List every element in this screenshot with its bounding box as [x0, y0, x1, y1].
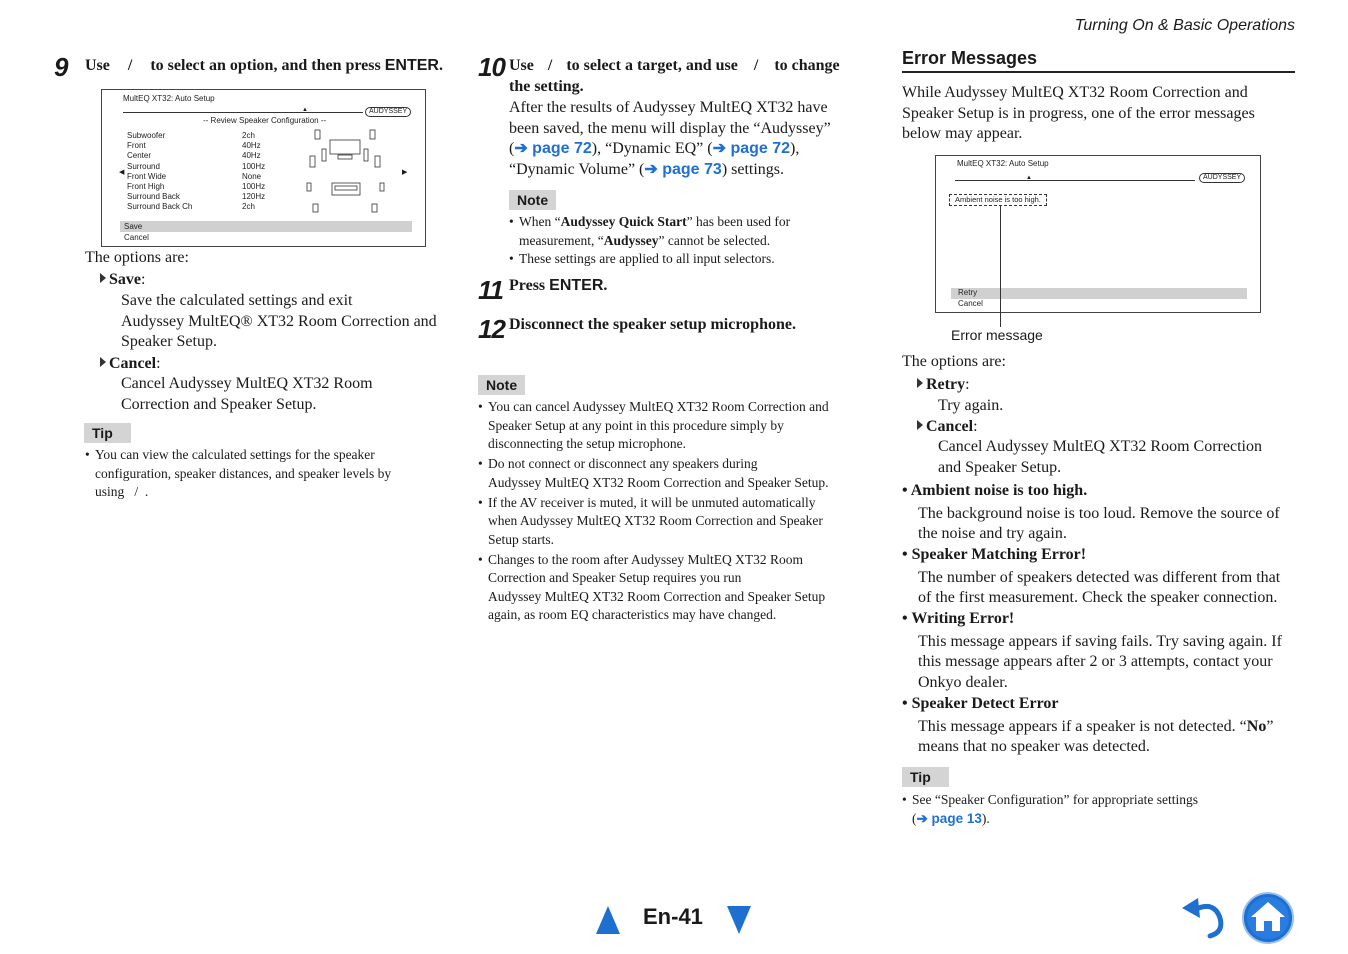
option-save-desc: [121, 291, 437, 353]
note-2-bullet: [478, 398, 870, 454]
note-1-b1-line-2: [519, 232, 869, 251]
col3-options-intro: The options are:: [902, 353, 1006, 370]
progress-line-2: [955, 180, 1195, 181]
save-desc-2: Audyssey MultEQ® XT32 Room Correction and: [121, 312, 437, 330]
option-retry-label: Retry: [926, 376, 966, 393]
speaker-row-value: 100Hz: [242, 182, 266, 191]
step-9-dot: .: [438, 57, 443, 74]
home-icon[interactable]: [1241, 891, 1295, 945]
n1-l2-bold: Audyssey: [603, 232, 659, 248]
note-2-line: disconnecting the setup microphone.: [488, 436, 686, 451]
bullet-dot: •: [509, 214, 514, 229]
bullet-dot: •: [478, 494, 483, 510]
back-return-icon[interactable]: [1180, 896, 1230, 940]
n1-post: ” has been used for: [686, 214, 791, 229]
para-l4-open: “Dynamic Volume” (: [509, 160, 645, 178]
intro-line-1: While Audyssey MultEQ XT32 Room Correction and: [902, 84, 1248, 101]
step-11-press: Press: [509, 277, 546, 294]
speaker-row-name: Front Wide: [127, 171, 167, 181]
tip-1-line-1: You can view the calculated settings for the speaker: [95, 447, 375, 462]
surround-back-left-icon: [313, 204, 318, 212]
note-2-bullet: [478, 551, 870, 625]
menu-highlight-2: [951, 288, 1247, 299]
error-4-title: • Speaker Detect Error: [902, 695, 1059, 712]
step-10-body: to select a target, and use: [566, 57, 738, 74]
step-12-number: 12: [478, 314, 505, 344]
error-screen: [935, 155, 1261, 313]
col1-options-intro: The options are:: [85, 249, 189, 266]
step-9-use: Use: [85, 57, 110, 74]
speaker-row-value: 120Hz: [242, 192, 266, 202]
error-2: [902, 545, 1297, 609]
bullet-dot: •: [902, 792, 907, 807]
speaker-row-value: 40Hz: [242, 141, 261, 151]
menu-cancel[interactable]: Cancel: [124, 233, 149, 242]
error-4-title-text: Speaker Detect Error: [911, 695, 1059, 712]
option-retry: [917, 375, 970, 396]
option-save: [100, 270, 145, 291]
bullet-dot: •: [478, 456, 483, 471]
para-line-1: After the results of Audyssey MultEQ XT32 have: [509, 99, 828, 116]
cancel-desc-2: Correction and Speaker Setup.: [121, 395, 317, 413]
triangle-icon: [917, 420, 923, 430]
step-11-dot: .: [603, 277, 608, 294]
title-underline: [902, 71, 1295, 73]
triangle-icon: [100, 273, 106, 283]
option-cancel-2-label: Cancel: [926, 418, 974, 435]
error-3-line-3: Onkyo dealer.: [918, 673, 1008, 691]
option-cancel-2: [917, 417, 978, 438]
note-2-line: Audyssey MultEQ XT32 Room Correction and Speaker Setup.: [488, 474, 829, 490]
error-1-line-2: the noise and try again.: [918, 525, 1067, 542]
link-page-72-audyssey[interactable]: ➔ page 72: [514, 140, 592, 157]
speaker-row-name: Center: [127, 151, 152, 161]
step-11-text: [509, 276, 607, 297]
callout-label: Error message: [951, 327, 1043, 343]
cancel-2-desc-1: Cancel Audyssey MultEQ XT32 Room Correction: [938, 438, 1262, 455]
step-9-number: 9: [54, 52, 68, 82]
screen-subtitle: -- Review Speaker Configuration --: [203, 116, 327, 125]
progress-marker-2: ▲: [1026, 175, 1032, 181]
step-10-sep-1: /: [547, 57, 553, 74]
front-wide-right-icon: [375, 156, 380, 167]
left-arrow[interactable]: ◀: [119, 169, 125, 176]
step-11-key: ENTER: [549, 277, 604, 294]
tip-1-line-2: configuration, speaker distances, and speaker levels by: [95, 465, 392, 481]
front-left-speaker-icon: [315, 130, 320, 139]
note-2-line: You can cancel Audyssey MultEQ XT32 Room Correction and: [488, 399, 829, 414]
speaker-layout-diagram: [300, 128, 396, 214]
front-right-speaker-icon: [370, 130, 375, 139]
error-1-line-1: The background noise is too loud. Remove the source of: [918, 504, 1280, 522]
audyssey-badge-2: AUDYSSEY: [1199, 173, 1245, 183]
e4-bold: No: [1246, 717, 1267, 735]
error-1: [902, 481, 1297, 545]
cancel-desc-1: Cancel Audyssey MultEQ XT32 Room: [121, 375, 373, 392]
speaker-row-value: 2ch: [242, 202, 255, 212]
option-cancel-colon: :: [156, 355, 161, 372]
note-2-line: Speaker Setup at any point in this procedure simply by: [488, 417, 784, 433]
tv-icon: [330, 140, 360, 154]
note-2-bullet: [478, 494, 870, 550]
speaker-config-screen: [101, 89, 426, 247]
para-l3-mid: ), “Dynamic EQ” (: [591, 140, 713, 157]
page-number: En-41: [643, 904, 703, 929]
callout-line: [1000, 205, 1001, 327]
step-10-sep-2: /: [753, 57, 759, 74]
option-save-colon: :: [141, 271, 146, 288]
step-10-line-2: the setting.: [509, 77, 584, 95]
error-4: [902, 694, 1297, 758]
error-2-title-text: Speaker Matching Error!: [911, 546, 1087, 563]
menu-cancel-2[interactable]: Cancel: [958, 299, 983, 308]
option-cancel: [100, 354, 161, 375]
n1-bold: Audyssey Quick Start: [560, 214, 687, 229]
note-2-line: Correction and Speaker Setup requires you run: [488, 570, 742, 585]
option-retry-desc: Try again.: [938, 397, 1004, 414]
error-2-line-2: of the first measurement. Check the speaker connection.: [918, 589, 1278, 606]
tip-1-line-3: using / .: [95, 484, 149, 499]
para-l4-close: ) settings.: [721, 160, 785, 178]
screen-2-title: MultEQ XT32: Auto Setup: [957, 159, 1049, 168]
error-4-line-1: [918, 717, 1297, 738]
error-text-box: Ambient noise is too high.: [949, 194, 1047, 206]
step-10-text: [509, 56, 869, 97]
error-3-title-text: Writing Error!: [911, 610, 1015, 627]
n1-pre: When “: [519, 214, 561, 229]
audyssey-badge: AUDYSSEY: [365, 107, 411, 117]
note-1-bullet-1: [509, 213, 869, 250]
error-4-line-2: means that no speaker was detected.: [918, 738, 1150, 755]
e4-pre: This message appears if a speaker is not detected. “: [918, 717, 1247, 735]
tip-label-2: Tip: [902, 767, 949, 787]
speaker-row-name: Surround: [127, 161, 160, 171]
error-1-title-text: Ambient noise is too high.: [910, 482, 1088, 499]
tip-2-open: (: [912, 810, 917, 826]
speaker-row-value: 40Hz: [242, 151, 261, 161]
tip-2-line-1: See “Speaker Configuration” for appropriate settings: [912, 792, 1199, 807]
step-12-text: Disconnect the speaker setup microphone.: [509, 316, 796, 333]
speaker-row-value: 2ch: [242, 131, 255, 140]
speaker-row-value: 100Hz: [242, 161, 266, 171]
save-desc-3: Speaker Setup.: [121, 333, 217, 350]
speaker-row-name: Surround Back: [127, 192, 180, 202]
speaker-row-name: Surround Back Ch: [127, 202, 193, 212]
note-2-line: Audyssey MultEQ XT32 Room Correction and Speaker Setup: [488, 588, 826, 604]
note-2-bullet: [478, 455, 870, 492]
note-2-line: Setup starts.: [488, 531, 554, 547]
e4-post: ”: [1266, 717, 1274, 735]
menu-save[interactable]: Save: [124, 222, 143, 231]
option-cancel-label: Cancel: [109, 355, 157, 372]
option-retry-colon: :: [965, 376, 970, 393]
error-2-line-1: The number of speakers detected was different from that: [918, 568, 1281, 586]
step-10-use: Use: [509, 57, 534, 74]
note-label-2: Note: [478, 375, 525, 395]
tip-2-bullet: [902, 791, 1297, 828]
note-label-1: Note: [509, 190, 556, 210]
surround-back-right-icon: [372, 204, 377, 212]
cancel-2-desc-2: and Speaker Setup.: [938, 458, 1062, 476]
tip-2-line-2: [912, 810, 1297, 829]
bullet-dot: •: [85, 447, 90, 462]
progress-line: [123, 112, 363, 113]
step-10-paragraph: [509, 98, 869, 180]
tip-label-1: Tip: [84, 423, 131, 443]
speaker-row-name: Front High: [127, 182, 165, 191]
error-3-desc: [918, 632, 1297, 694]
option-save-label: Save: [109, 271, 141, 288]
intro-line-2: Speaker Setup is in progress, one of the error messages: [902, 104, 1255, 122]
error-2-title: • Speaker Matching Error!: [902, 546, 1087, 563]
note-1-bullet-2: [509, 250, 869, 269]
para-l3-open: (: [509, 140, 515, 157]
note-2-line: Changes to the room after Audyssey MultEQ XT32 Room: [488, 551, 803, 567]
error-messages-title: Error Messages: [902, 48, 1038, 68]
save-desc-1: Save the calculated settings and exit: [121, 292, 353, 309]
para-line-3: [509, 139, 869, 160]
error-1-title: • Ambient noise is too high.: [902, 482, 1088, 499]
front-wide-left-icon: [310, 156, 315, 167]
surround-right-icon: [380, 183, 384, 191]
n1-l2-pre: measurement, “: [519, 232, 604, 248]
bullet-dot: •: [509, 251, 514, 266]
link-page-72-dynamic-eq[interactable]: ➔ page 72: [712, 140, 791, 157]
triangle-icon: [917, 378, 923, 388]
error-3-title: • Writing Error!: [902, 610, 1015, 627]
surround-left-icon: [307, 183, 311, 191]
speaker-row-value: None: [242, 171, 262, 181]
step-10-change: to change: [774, 57, 840, 74]
step-10-number: 10: [478, 52, 505, 82]
right-arrow[interactable]: ▶: [402, 169, 408, 176]
para-line-2: been saved, the menu will display the “Audyssey”: [509, 119, 831, 137]
next-page-arrow-icon[interactable]: [727, 906, 751, 934]
progress-marker: ▲: [302, 107, 308, 113]
link-page-13[interactable]: ➔ page 13: [916, 810, 982, 826]
n1-l2-post: ” cannot be selected.: [658, 232, 771, 248]
option-cancel-2-desc: [938, 437, 1262, 478]
prev-page-arrow-icon[interactable]: [596, 906, 620, 934]
triangle-icon: [100, 357, 106, 367]
error-2-desc: [918, 568, 1297, 609]
step-9-key: ENTER: [384, 57, 439, 74]
error-3: [902, 609, 1297, 693]
note-2-line: again, as room EQ characteristics may have changed.: [488, 607, 777, 622]
step-9-body: to select an option, and then press: [150, 57, 381, 74]
option-cancel-2-colon: :: [973, 418, 978, 435]
screen-title: MultEQ XT32: Auto Setup: [123, 94, 215, 103]
error-3-line-2: this message appears after 2 or 3 attempts, contact your: [918, 653, 1273, 670]
note-2-line: Do not connect or disconnect any speakers during: [488, 456, 758, 471]
note-2-line: If the AV receiver is muted, it will be unmuted automatically: [488, 494, 816, 510]
section-header: Turning On & Basic Operations: [1074, 17, 1295, 34]
menu-retry[interactable]: Retry: [958, 288, 978, 297]
option-cancel-desc: [121, 374, 373, 415]
bullet-dot: •: [478, 551, 483, 567]
menu-highlight: [120, 221, 412, 232]
speaker-row-name: Subwoofer: [127, 131, 166, 140]
tip-2-close: ).: [981, 810, 990, 826]
error-3-line-1: This message appears if saving fails. Try saving again. If: [918, 632, 1282, 650]
speaker-row-name: Front: [127, 141, 146, 151]
error-4-desc: [918, 717, 1297, 758]
error-1-desc: [918, 504, 1297, 545]
step-11-number: 11: [478, 275, 503, 305]
tip-1-bullet: [85, 446, 445, 502]
intro-line-3: below may appear.: [902, 125, 1023, 142]
link-page-73[interactable]: ➔ page 73: [644, 160, 722, 178]
note-1-b1-line-1: [519, 213, 869, 232]
step-9-sep: /: [127, 57, 133, 74]
sofa-icon: [332, 183, 360, 195]
para-line-4: [509, 160, 869, 181]
step-9-text: [85, 56, 443, 77]
para-l3-close: ),: [790, 140, 800, 157]
bullet-dot: •: [478, 399, 483, 414]
error-intro: [902, 83, 1297, 145]
note-1-b2-text: These settings are applied to all input selectors.: [519, 251, 775, 266]
note-2-line: when Audyssey MultEQ XT32 Room Correction and Speaker: [488, 513, 823, 528]
